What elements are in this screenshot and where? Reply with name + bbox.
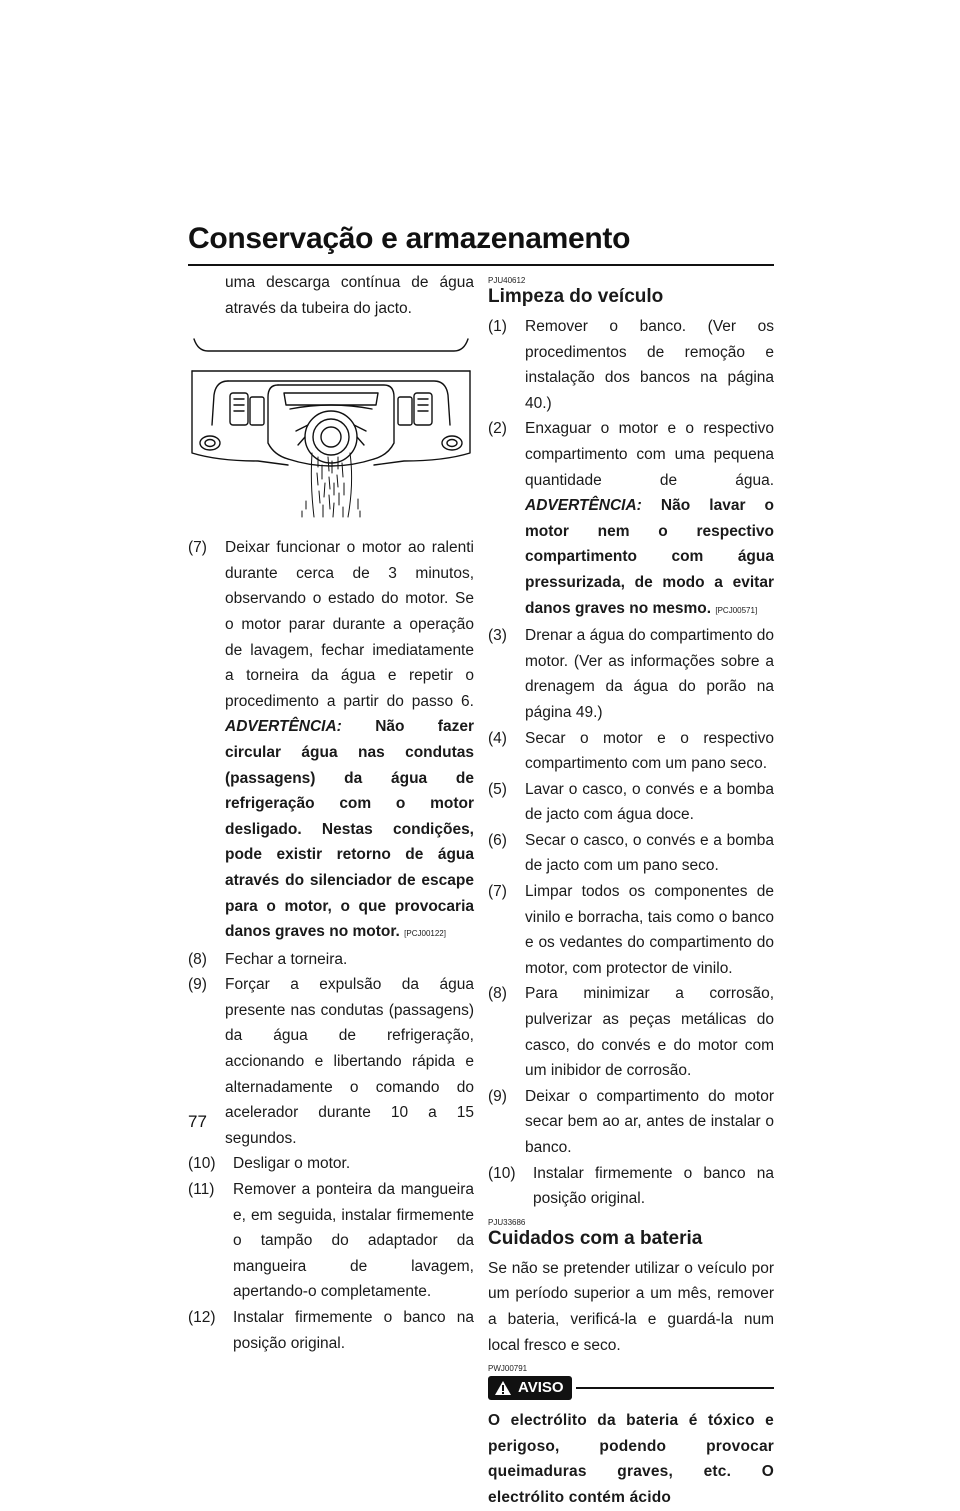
step-text: Forçar a expulsão da água presente nas condutas (passagens) da água de refrigeração, accionando e libertando rápida e alternadamente o comando do acelerador durante 10 a 15 segundos. xyxy=(225,976,474,1147)
aviso-rule xyxy=(576,1387,774,1389)
step-number: (6) xyxy=(488,831,507,849)
step-text: Deixar funcionar o motor ao ralenti durante cerca de 3 minutos, observando o estado do motor. Se o motor parar durante a operação de lavagem, fechar imediatamente a torneira da água e repetir o procedimento a partir do passo 6. xyxy=(225,539,474,710)
cleaning-step-4 xyxy=(488,726,774,777)
aviso-header xyxy=(488,1376,774,1400)
step-12 xyxy=(188,1305,474,1356)
left-column xyxy=(188,270,474,1356)
cleaning-step-8 xyxy=(488,981,774,1083)
section-heading: Cuidados com a bateria xyxy=(488,1227,703,1249)
reference-code: [PCJ00571] xyxy=(715,605,758,615)
cleaning-step-5 xyxy=(488,777,774,828)
step-text: Instalar firmemente o banco na posição original. xyxy=(533,1164,774,1208)
intro-text: uma descarga contínua de água através da tubeira do jacto. xyxy=(225,274,474,317)
section-heading: Limpeza do veículo xyxy=(488,286,664,307)
step-number: (11) xyxy=(188,1181,215,1199)
step-number: (3) xyxy=(488,627,507,645)
step-text: Instalar firmemente o banco na posição original. xyxy=(233,1309,474,1352)
step-number: (10) xyxy=(488,1164,516,1182)
step-11 xyxy=(188,1177,474,1305)
jet-nozzle-flush-illustration xyxy=(188,333,474,521)
step-text: Para minimizar a corrosão, pulverizar as peças metálicas do casco, do convés e do motor com um inibidor de corrosão. xyxy=(525,985,774,1080)
cleaning-step-7 xyxy=(488,879,774,981)
step-number: (5) xyxy=(488,780,507,798)
section-code: PJU33686 xyxy=(488,1217,526,1227)
step-number: (10) xyxy=(188,1155,216,1173)
step-text: Secar o motor e o respectivo compartimento com um pano seco. xyxy=(525,729,774,773)
warning-label: ADVERTÊNCIA: xyxy=(225,718,342,736)
step-text: Fechar a torneira. xyxy=(225,950,348,968)
warning-triangle-icon xyxy=(494,1380,512,1396)
right-column xyxy=(488,270,774,1511)
step-number: (9) xyxy=(188,976,207,994)
cleaning-step-9 xyxy=(488,1084,774,1161)
aviso-badge xyxy=(488,1376,572,1400)
step-number: (8) xyxy=(188,950,207,968)
cleaning-step-1 xyxy=(488,314,774,416)
step-number: (9) xyxy=(488,1087,507,1105)
warning-text: Não fazer circular água nas condutas (passagens) da água de refrigeração com o motor desligado. Nestas condições, pode existir retorno de água através do silenciador de escape para o motor, o que provocaria danos graves no motor. xyxy=(225,718,474,941)
page-title: Conservação e armazenamento xyxy=(188,222,631,255)
cleaning-step-2 xyxy=(488,416,774,623)
cleaning-step-6 xyxy=(488,828,774,879)
step-text: Remover o banco. (Ver os procedimentos de remoção e instalação dos bancos na página 40.) xyxy=(525,318,774,412)
step-text: Lavar o casco, o convés e a bomba de jacto com água doce. xyxy=(525,780,774,824)
section-code: PJU40612 xyxy=(488,276,526,285)
step-number: (2) xyxy=(488,420,507,438)
step-10 xyxy=(188,1151,474,1177)
step-number: (7) xyxy=(488,883,507,901)
step-number: (12) xyxy=(188,1309,216,1326)
step-9 xyxy=(188,972,474,1151)
cleaning-step-10 xyxy=(488,1161,774,1212)
step-8 xyxy=(188,947,474,973)
cleaning-step-3 xyxy=(488,623,774,725)
aviso-label: AVISO xyxy=(518,1379,564,1397)
step-number: (1) xyxy=(488,318,507,335)
warning-code: PWJ00791 xyxy=(488,1364,528,1374)
step-number: (4) xyxy=(488,729,507,747)
step-text: Drenar a água do compartimento do motor. (Ver as informações sobre a drenagem da água do porão na página 49.) xyxy=(525,627,775,721)
warning-text: Não lavar o motor nem o respectivo compartimento com água pressurizada, de modo a evitar danos graves no mesmo. xyxy=(525,497,775,617)
step-7 xyxy=(188,535,474,947)
step-text: Enxaguar o motor e o respectivo compartimento com uma pequena quantidade de água. xyxy=(525,420,774,489)
step-number: (8) xyxy=(488,985,507,1003)
aviso-text: O electrólito da bateria é tóxico e perigoso, podendo provocar queimaduras graves, etc. O electrólito contém ácido xyxy=(488,1412,774,1506)
battery-intro: Se não se pretender utilizar o veículo por um período superior a um mês, remover a bateria, verificá-la e guardá-la num local fresco e seco. xyxy=(488,1259,774,1354)
page-number: 77 xyxy=(188,1112,207,1131)
step-text: Deixar o compartimento do motor secar bem ao ar, antes de instalar o banco. xyxy=(525,1087,774,1156)
step-number: (7) xyxy=(188,539,207,557)
step-text: Desligar o motor. xyxy=(233,1155,351,1173)
step-text: Remover a ponteira da mangueira e, em seguida, instalar firmemente o tampão do adaptador da mangueira de lavagem, apertando-o completamente. xyxy=(233,1181,474,1301)
title-rule xyxy=(188,264,774,266)
step-text: Secar o casco, o convés e a bomba de jacto com um pano seco. xyxy=(525,831,774,875)
reference-code: [PCJ00122] xyxy=(404,929,446,939)
step-text: Limpar todos os componentes de vinilo e borracha, tais como o banco e os vedantes do compartimento do motor, com protector de vinilo. xyxy=(525,883,774,977)
warning-label: ADVERTÊNCIA: xyxy=(525,497,642,515)
